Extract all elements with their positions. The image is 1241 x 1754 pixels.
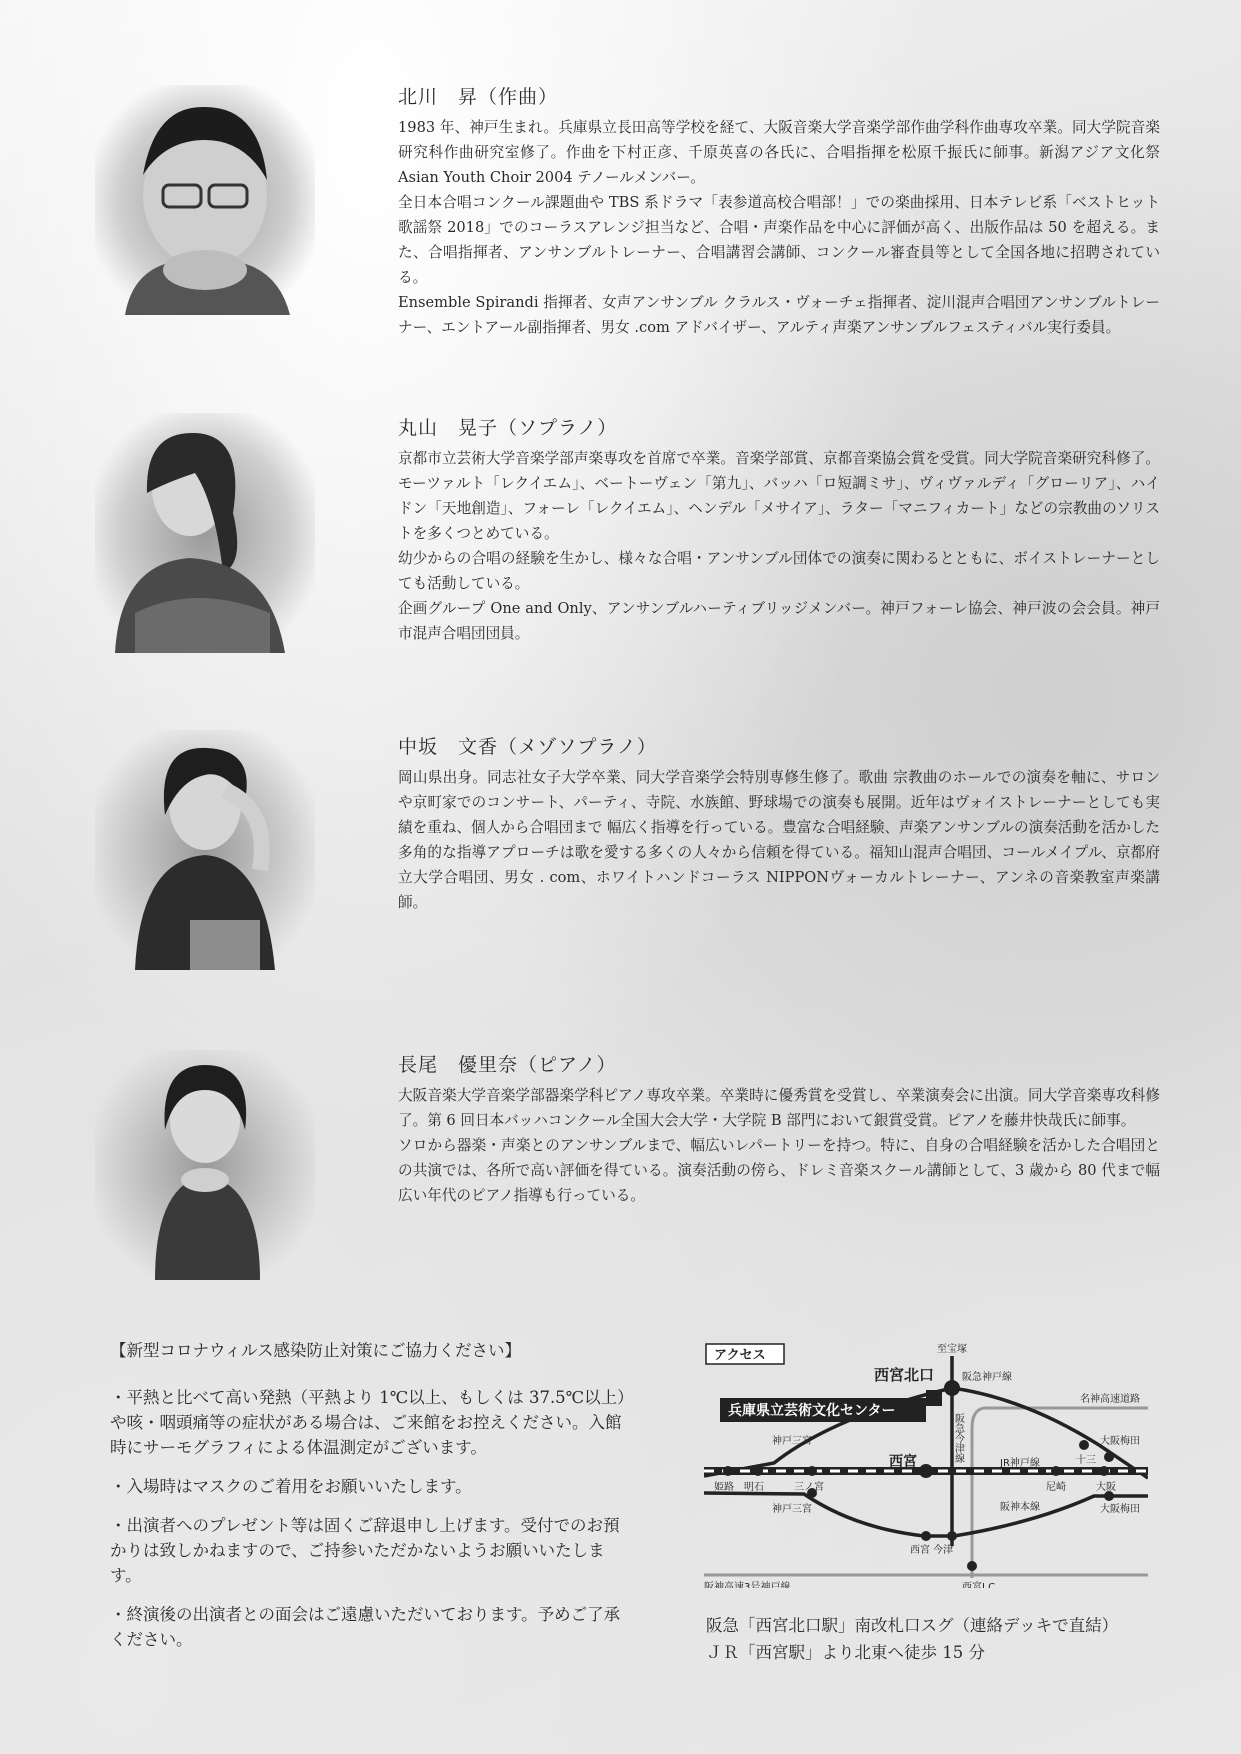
svg-text:阪神本線: 阪神本線 xyxy=(1000,1502,1040,1513)
svg-text:三ノ宮: 三ノ宮 xyxy=(794,1482,824,1493)
svg-text:西宮 今津: 西宮 今津 xyxy=(910,1545,954,1556)
notice-item: ・入場時はマスクのご着用をお願いいたします。 xyxy=(110,1477,472,1496)
profile-text: 全日本合唱コンクール課題曲や TBS 系ドラマ「表参道高校合唱部！」での楽曲採用、日本テレビ系「ベストヒット歌謡祭 2018」でのコーラスアレンジ担当など、合唱・声楽作品を中心に評価が高く、出版作品は 50 を超える。また、合唱指揮者、アンサンブルトレーナー、合唱講習会講師、コンクール審査員等として全国各地に招聘されている。 xyxy=(398,194,1160,286)
profile-text: 企画グループ One and Only、アンサンブルハーティブリッジメンバー。神戸フォーレ協会、神戸波の会会員。神戸市混声合唱団団員。 xyxy=(398,600,1160,642)
notice-item: ・終演後の出演者との面会はご遠慮いただいております。予めご了承ください。 xyxy=(110,1605,621,1649)
profile-name: 丸山 晃子（ソプラノ） xyxy=(398,417,618,439)
svg-text:至宝塚: 至宝塚 xyxy=(937,1344,967,1355)
notice-item: ・平熱と比べて高い発熱（平熱より 1℃以上、もしくは 37.5℃以上）や咳・咽頭痛等の症状がある場合は、ご来館をお控えください。入館時にサーモグラフィによる体温測定がございます。 xyxy=(110,1388,626,1457)
svg-text:西宮北口: 西宮北口 xyxy=(874,1366,935,1384)
profile-text: Ensemble Spirandi 指揮者、女声アンサンブル クラルス・ヴォーチェ指揮者、淀川混声合唱団アンサンブルトレーナー、エントアール副指揮者、男女 .com アドバイザー、アルティ声楽アンサンブルフェスティバル実行委員。 xyxy=(398,294,1160,336)
svg-text:尼崎: 尼崎 xyxy=(1046,1482,1066,1493)
svg-text:十三: 十三 xyxy=(1076,1455,1096,1466)
profile-text: 岡山県出身。同志社女子大学卒業、同大学音楽学会特別専修生修了。歌曲 宗教曲のホールでの演奏を軸に、サロンや京町家でのコンサート、パーティ、寺院、水族館、野球場での演奏も展開。近年はヴォイストレーナーとしても実績を重ね、個人から合唱団まで 幅広く指導を行っている。豊富な合唱経験、声楽アンサンブルの演奏活動を活かした多角的な指導アプローチは歌を愛する多くの人々から信頼を得ている。福知山混声合唱団、コールメイプル、京都府立大学合唱団、男女 . com、ホワイトハンドコーラス NIPPONヴォーカルトレーナー、アンネの音楽教室声楽講師。 xyxy=(398,769,1160,911)
svg-text:名神高速道路: 名神高速道路 xyxy=(1080,1394,1140,1405)
profile-text: 大阪音楽大学音楽学部器楽学科ピアノ専攻卒業。卒業時に優秀賞を受賞し、卒業演奏会に出演。同大学音楽専攻科修了。第 6 回日本バッハコンクール全国大会大学・大学院 B 部門において銀賞受賞。ピアノを藤井快哉氏に師事。 xyxy=(398,1087,1160,1129)
svg-text:姫路: 姫路 xyxy=(714,1482,734,1493)
svg-text:阪急神戸線: 阪急神戸線 xyxy=(962,1372,1012,1383)
portrait-kitagawa xyxy=(95,85,315,315)
covid-notice xyxy=(110,1338,630,1666)
profile-maruyama xyxy=(398,413,1160,646)
access-line-jr: ＪＲ「西宮駅」より北東へ徒歩 15 分 xyxy=(706,1643,985,1662)
profile-nakasaka xyxy=(398,732,1160,915)
svg-text:大阪梅田: 大阪梅田 xyxy=(1100,1504,1140,1515)
svg-text:明石: 明石 xyxy=(744,1482,764,1493)
svg-text:大阪梅田: 大阪梅田 xyxy=(1100,1436,1140,1447)
venue-label: 兵庫県立芸術文化センター xyxy=(728,1403,896,1419)
svg-text:大阪: 大阪 xyxy=(1096,1482,1116,1493)
profile-text: 京都市立芸術大学音楽学部声楽専攻を首席で卒業。音楽学部賞、京都音楽協会賞を受賞。同大学院音楽研究科修了。モーツァルト「レクイエム」、ベートーヴェン「第九」、バッハ「ロ短調ミサ」、ヴィヴァルディ「グローリア」、ハイドン「天地創造」、フォーレ「レクイエム」、ヘンデル「メサイア」、ラター「マニフィカート」などの宗教曲のソリストを多くつとめている。 xyxy=(398,450,1160,542)
profile-kitagawa xyxy=(398,82,1160,340)
svg-text:神戸三宮: 神戸三宮 xyxy=(772,1436,812,1447)
access-map xyxy=(704,1338,1148,1588)
svg-text:神戸三宮: 神戸三宮 xyxy=(772,1504,812,1515)
svg-text:西宮I.C.: 西宮I.C. xyxy=(962,1582,999,1588)
profile-text: 幼少からの合唱の経験を生かし、様々な合唱・アンサンブル団体での演奏に関わるとともに、ボイストレーナーとしても活動している。 xyxy=(398,550,1160,592)
profile-text: 1983 年、神戸生まれ。兵庫県立長田高等学校を経て、大阪音楽大学音楽学部作曲学科作曲専攻卒業。同大学院音楽研究科作曲研究室修了。作曲を下村正彦、千原英喜の各氏に、合唱指揮を松原千振氏に師事。新潟アジア文化祭 Asian Youth Choir 2004 テノールメンバー。 xyxy=(398,119,1160,186)
profile-name: 北川 昇（作曲） xyxy=(398,86,559,108)
svg-text:西宮: 西宮 xyxy=(889,1454,917,1470)
profile-name: 中坂 文香（メゾソプラノ） xyxy=(398,736,657,758)
notice-item: ・出演者へのプレゼント等は固くご辞退申し上げます。受付でのお預かりは致しかねますので、ご持参いただかないようお願いいたします。 xyxy=(110,1516,620,1585)
profile-nagao xyxy=(398,1050,1160,1208)
profile-name: 長尾 優里奈（ピアノ） xyxy=(398,1054,617,1076)
svg-text:JR神戸線: JR神戸線 xyxy=(1000,1458,1040,1469)
svg-text:阪神高速3号神戸線: 阪神高速3号神戸線 xyxy=(704,1582,791,1588)
profile-text: ソロから器楽・声楽とのアンサンブルまで、幅広いレパートリーを持つ。特に、自身の合唱経験を活かした合唱団との共演では、各所で高い評価を得ている。演奏活動の傍ら、ドレミ音楽スクール講師として、3 歳から 80 代まで幅広い年代のピアノ指導も行っている。 xyxy=(398,1137,1160,1204)
portrait-nagao xyxy=(95,1050,315,1280)
portrait-maruyama xyxy=(95,413,315,653)
notice-title: 【新型コロナウィルス感染防止対策にご協力ください】 xyxy=(110,1341,522,1360)
portrait-nakasaka xyxy=(95,730,315,970)
map-title: アクセス xyxy=(714,1348,766,1363)
access-directions xyxy=(706,1612,1118,1666)
hanshin-main-line xyxy=(704,1493,1148,1536)
access-line-hankyu: 阪急「西宮北口駅」南改札口スグ（連絡デッキで直結） xyxy=(706,1616,1119,1635)
svg-text:阪急今津線: 阪急今津線 xyxy=(952,1413,964,1463)
